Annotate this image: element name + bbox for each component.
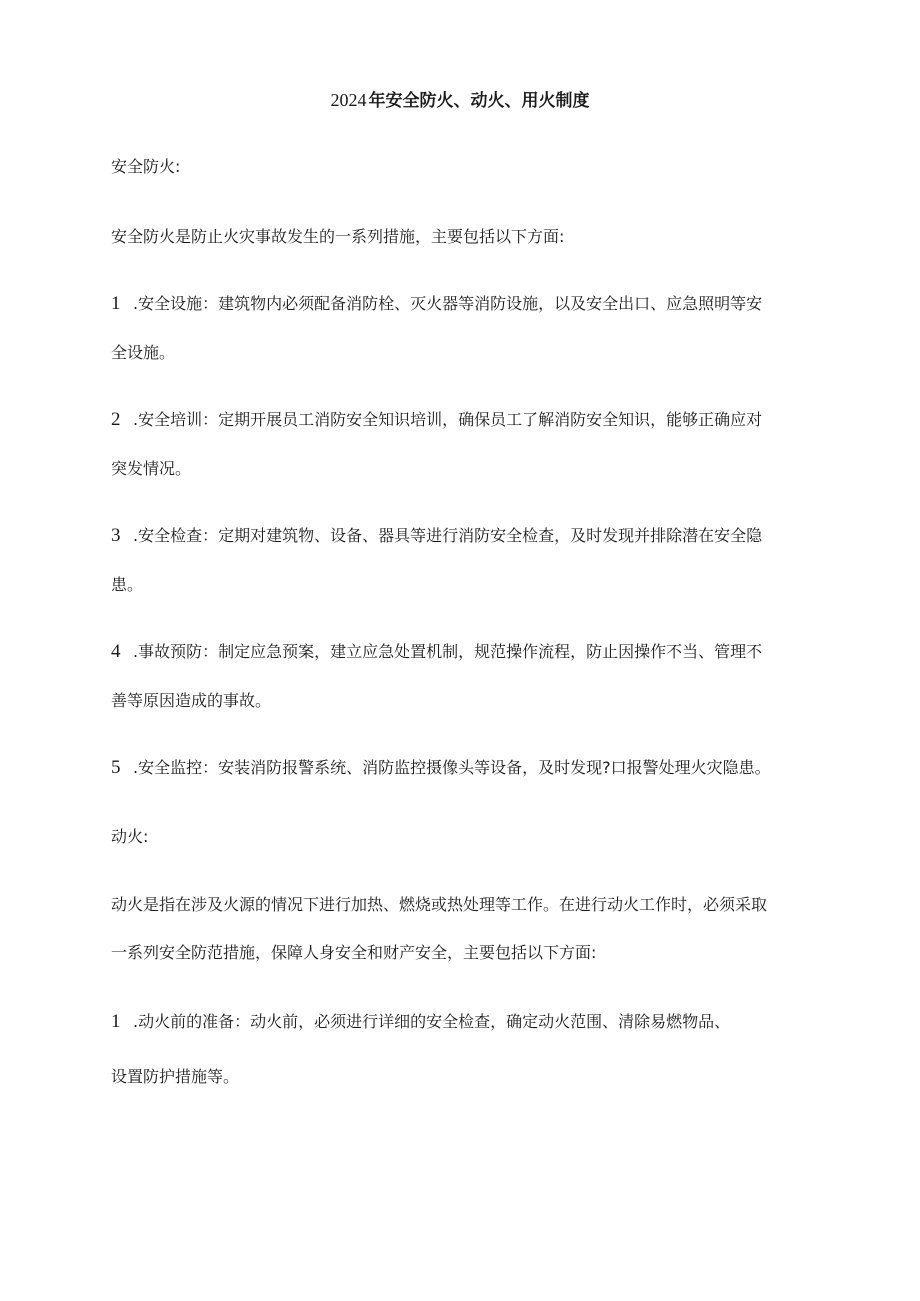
list-item-number: 1 — [111, 1011, 121, 1032]
list-item — [111, 524, 762, 548]
list-item-text: .动火前的准备：动火前，必须进行详细的安全检查，确定动火范围、清除易燃物品、 — [133, 1012, 731, 1031]
list-item-continuation: 善等原因造成的事故。 — [111, 691, 272, 710]
list-item-number: 1 — [111, 293, 121, 314]
list-item-continuation: 患。 — [111, 575, 144, 594]
page-title — [0, 88, 920, 113]
list-item-number: 3 — [111, 525, 121, 546]
title-year: 2024 — [330, 90, 367, 110]
list-item-text: .安全培训：定期开展员工消防安全知识培训，确保员工了解消防安全知识，能够正确应对 — [133, 410, 763, 429]
list-item — [111, 1010, 730, 1034]
section1-heading: 安全防火: — [111, 157, 181, 176]
list-item-text: .安全检查：定期对建筑物、设备、器具等进行消防安全检查，及时发现并排除潜在安全隐 — [133, 526, 763, 545]
section2-heading: 动火: — [111, 827, 149, 846]
list-item-continuation: 突发情况。 — [111, 459, 192, 478]
list-item-text: .安全监控：安装消防报警系统、消防监控摄像头等设备，及时发现?口报警处理火灾隐患。 — [133, 758, 771, 777]
list-item — [111, 756, 771, 780]
list-item-continuation: 全设施。 — [111, 343, 176, 362]
title-text: 年安全防火、动火、用火制度 — [368, 91, 590, 111]
list-item-number: 4 — [111, 641, 121, 662]
list-item-text: .安全设施：建筑物内必须配备消防栓、灭火器等消防设施，以及安全出口、应急照明等安 — [133, 294, 763, 313]
list-item — [111, 292, 762, 316]
list-item-text: .事故预防：制定应急预案，建立应急处置机制，规范操作流程，防止因操作不当、管理不 — [133, 642, 763, 661]
section2-intro-continuation: 一系列安全防范措施，保障人身安全和财产安全，主要包括以下方面: — [111, 943, 597, 962]
section1-intro: 安全防火是防止火灾事故发生的一系列措施，主要包括以下方面: — [111, 227, 565, 246]
list-item-number: 5 — [111, 757, 121, 778]
list-item-continuation: 设置防护措施等。 — [111, 1067, 240, 1086]
list-item — [111, 408, 762, 432]
list-item-number: 2 — [111, 409, 121, 430]
list-item — [111, 640, 762, 664]
section2-intro: 动火是指在涉及火源的情况下进行加热、燃烧或热处理等工作。在进行动火工作时，必须采取 — [111, 895, 768, 914]
